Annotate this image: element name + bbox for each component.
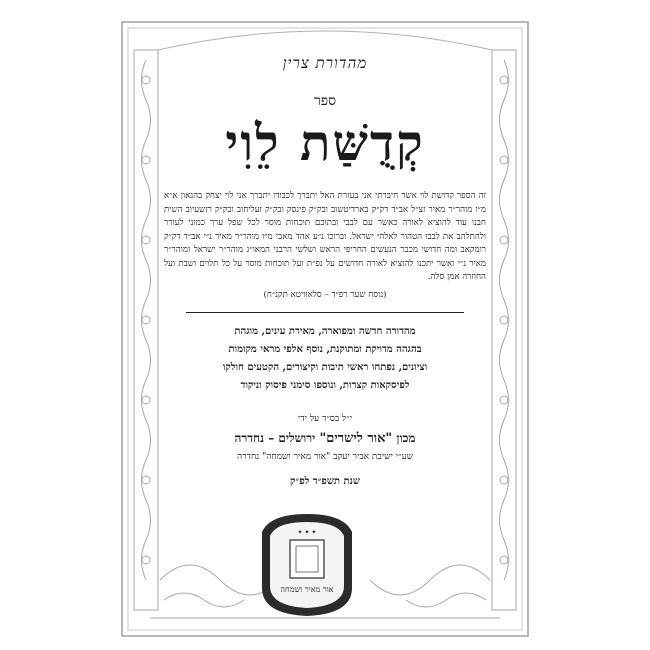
publisher-name: "אור לישרים": [319, 430, 393, 446]
intro-note: (נוסח שער רפ״ד – סלאוויטא תקנ״ח): [263, 289, 387, 300]
description-line: בהגהה מדויקת ומתוקנת, נוסף אלפי מראי מקומות: [228, 343, 422, 355]
description-line: מהדורה חדשה ומפוארה, מאירת עינים, מוגהת: [234, 325, 416, 337]
description-line: לפיסקאות קצרות, ונוספו סימני פיסוק וניקוד: [240, 379, 410, 391]
publication-year: שנת תשפ״ד לפ״ק: [290, 475, 360, 487]
edition-description: [160, 323, 490, 395]
address-line: שע״י ישיבת אביר יעקב "אור מאיר ושמחה" נחדרה: [237, 451, 413, 462]
sefer-label: ספר: [313, 93, 337, 109]
description-line: וציונים, נפתחו ראשי תיבות וקיצורים, הקטעים חולקו: [222, 361, 428, 373]
intro-paragraph: זה הספר קדושת לוי אשר חיברתי אני בעזרת האל יתברך לכבודו יתברך אני לוי יצחק בהגאון א״א מ״ו מוהר״ר מאיר זצ״ל אב״ד דק״ק בארדיטשוב ובק״ק פינסק ובק״ק זעליחוב ובק״ק רזשעיוב השית חבנו עוד להוציא לאורה כאשר עם לבבי ובתוכם תוכחות מוסר לכל שפל ערך כמוני לעורר ולהתלהב את לבבו הטהור לאלהי ישראל. וברוכו נ״ע אהד מאבי מ״ו מוהר״ר מאיר נ״י אב״ד דק״ק רומקאב ומה חדושי מכבר הנעשים החריפי הראש ושלשי הרבני המאו״ג מוהר״ר ישראל ומוהר״ר מאיר נ״י ואשר יתכנו להוציא לאורה חדושים על נפ״ת ועל תוכחות מוסר על כל תלוים ושבת ועל החוזרה אמן סלה.: [164, 191, 486, 282]
publisher-line: [160, 430, 490, 446]
publisher-location: ירושלים – נחדרה: [234, 430, 316, 445]
edition-line: מהדורת צרין: [282, 54, 368, 72]
credit-line: י״ל בס״ד על ידי: [297, 413, 353, 424]
book-title: קְדֻשַּׁת לֵוִי: [225, 113, 425, 172]
publisher-prefix: מכון: [396, 430, 416, 445]
divider: [186, 312, 463, 313]
publisher-seal-logo: [252, 510, 362, 620]
title-text-block: [160, 34, 490, 487]
svg-text:✦ ✦ ✦: ✦ ✦ ✦: [297, 529, 317, 536]
seal-label: אור מאיר ושמחה: [280, 585, 334, 594]
